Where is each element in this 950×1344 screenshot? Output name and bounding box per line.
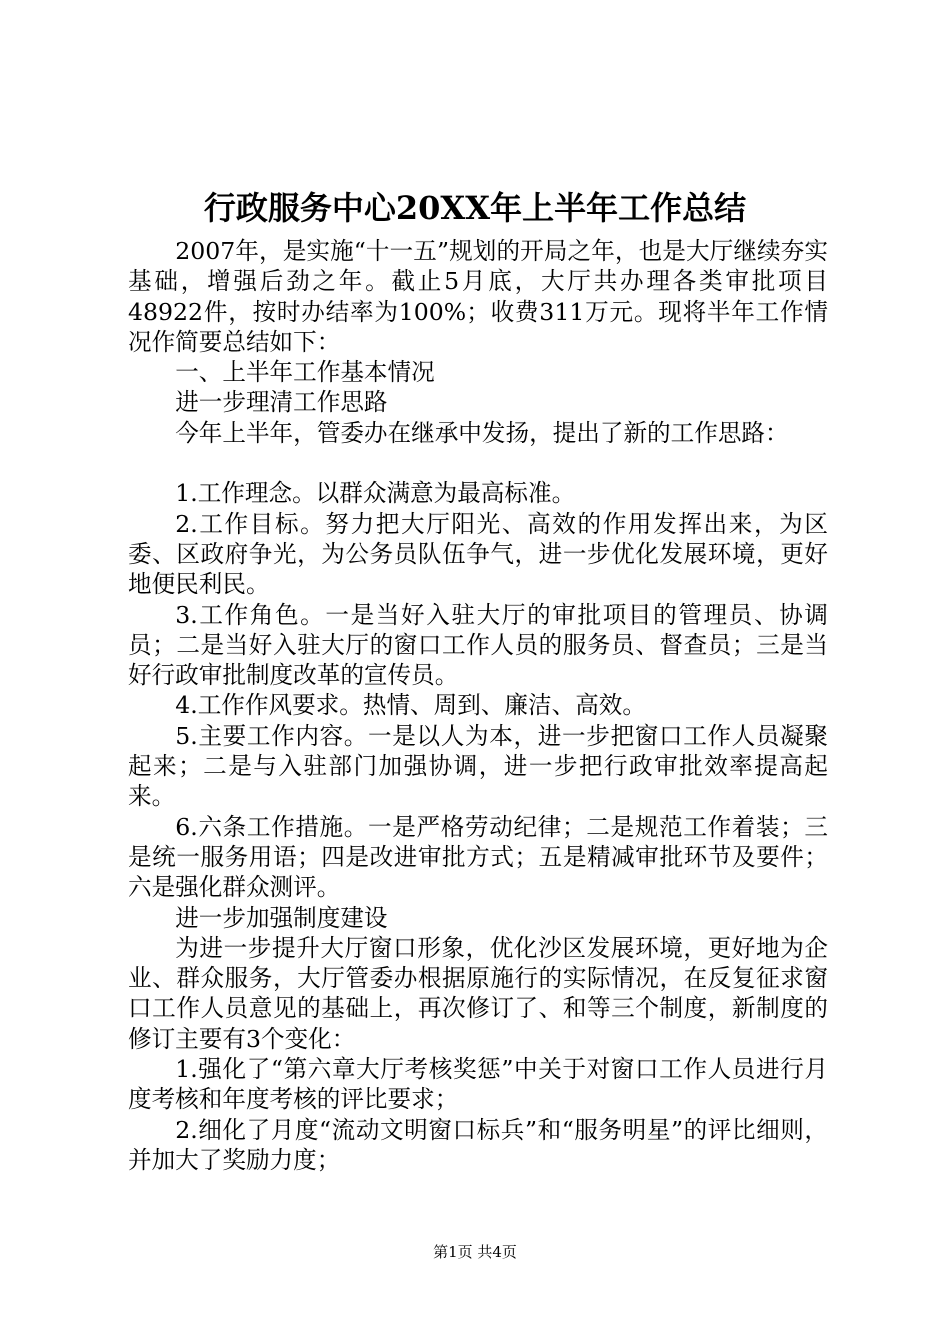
paragraph-new-ideas: 今年上半年，管委办在继承中发扬，提出了新的工作思路： [175,418,789,447]
list-item-5: 5.主要工作内容。一是以人为本，进一步把窗口工作人员凝聚起来；二是与入驻部门加强协调，进一步把行政审批效率提高起来。 [128,721,828,811]
list-item-6: 6.六条工作措施。一是严格劳动纪律；二是规范工作着装；三是统一服务用语；四是改进审批方式；五是精减审批环节及要件；六是强化群众测评。 [128,812,828,902]
list-item-3: 3.工作角色。一是当好入驻大厅的审批项目的管理员、协调员；二是当好入驻大厅的窗口工作人员的服务员、督查员；三是当好行政审批制度改革的宣传员。 [128,600,828,690]
section-heading-1: 一、上半年工作基本情况 [175,358,435,387]
change-item-2: 2.细化了月度“流动文明窗口标兵”和“服务明星”的评比细则，并加大了奖励力度； [128,1115,828,1174]
change-item-1: 1.强化了“第六章大厅考核奖惩”中关于对窗口工作人员进行月度考核和年度考核的评比要求； [128,1055,828,1114]
paragraph-system-revision: 为进一步提升大厅窗口形象，优化沙区发展环境，更好地为企业、群众服务，大厅管委办根据原施行的实际情况，在反复征求窗口工作人员意见的基础上，再次修订了、和等三个制度，新制度的修订主要有3个变化： [128,933,828,1053]
list-item-4: 4.工作作风要求。热情、周到、廉洁、高效。 [175,691,646,720]
document-body [128,236,828,1175]
page-footer: 第1页 共4页 [433,1243,517,1261]
list-item-1: 1.工作理念。以群众满意为最高标准。 [175,479,576,508]
subheading-work-ideas: 进一步理清工作思路 [175,388,388,417]
paragraph-intro: 2007年，是实施“十一五”规划的开局之年，也是大厅继续夯实基础，增强后劲之年。截止5月底，大厅共办理各类审批项目48922件，按时办结率为100%；收费311万元。现将半年工作情况作简要总结如下： [128,237,828,356]
subheading-system-building: 进一步加强制度建设 [175,903,388,932]
document-title: 行政服务中心20XX年上半年工作总结 [203,189,747,227]
list-item-2: 2.工作目标。努力把大厅阳光、高效的作用发挥出来，为区委、区政府争光，为公务员队伍争气，进一步优化发展环境，更好地便民利民。 [128,509,828,599]
